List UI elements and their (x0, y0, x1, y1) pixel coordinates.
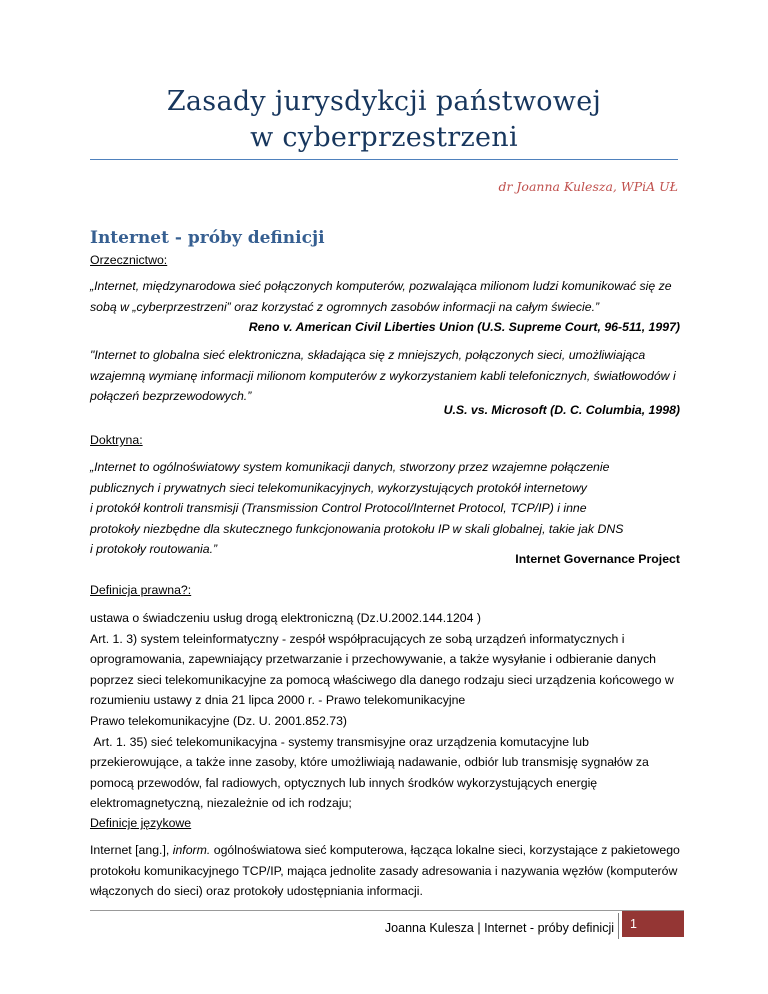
jezykowe-label: Definicje językowe (90, 816, 192, 830)
quote-reno-source: Reno v. American Civil Liberties Union (U.S. Supreme Court, 96-511, 1997) (248, 320, 680, 334)
orzecznictwo-label: Orzecznictwo: (90, 253, 168, 267)
footer-text: Joanna Kulesza | Internet - próby definicji (384, 921, 614, 935)
footer-divider (90, 910, 684, 911)
lang-abbr: inform. (172, 843, 211, 857)
lang-text: ogólnoświatowa sieć komputerowa, łącząca lokalne sieci, korzystające z pakietowego protokołu komunikacyjnego TCP/IP, mająca jednolite zasady adresowania i nazywania węzłów (komputerów włączonych do sieci) oraz protokoły udostępniania informacji. (90, 843, 680, 899)
lang-definition (90, 840, 680, 902)
page-number-badge: 1 (622, 911, 684, 937)
quote-igp (90, 457, 680, 560)
quote-microsoft-source: U.S. vs. Microsoft (D. C. Columbia, 1998) (443, 403, 680, 417)
law-ustawa-title: ustawa o świadczeniu usług drogą elektroniczną (Dz.U.2002.144.1204 ) (90, 611, 481, 625)
quote-igp-line: „Internet to ogólnoświatowy system komunikacji danych, stworzony przez wzajemne połączenie (90, 460, 610, 474)
lang-term: Internet [ang.], (90, 843, 173, 857)
quote-igp-source: Internet Governance Project (515, 552, 680, 566)
section-heading: Internet - próby definicji (90, 228, 325, 248)
law-ustawa (90, 608, 680, 711)
law-prawo-telekom-text: Art. 1. 35) sieć telekomunikacyjna - systemy transmisyjne oraz urządzenia komutacyjne lub przekierowujące, a także inne zasoby, które umożliwiają nadawanie, odbiór lub transmisję sygnałów za pomocą przewodów, fal radiowych, optycznych lub innych środków wykorzystujących energię elektromagnetyczną, niezależnie od ich rodzaju; (90, 734, 653, 811)
document-title (90, 84, 678, 156)
quote-igp-line: publicznych i prywatnych sieci telekomunikacyjnych, wykorzystujących protokół internetowy (90, 480, 587, 495)
title-line-2: w cyberprzestrzeni (250, 122, 518, 153)
quote-reno: „Internet, międzynarodowa sieć połączonych komputerów, pozwalająca milionom ludzi komunikować się ze sobą w „cyberprzestrzeni” oraz korzystać z ogromnych zasobów informacji na całym świecie.” (90, 279, 672, 314)
prawna-label: Definicja prawna?: (90, 583, 192, 597)
quote-igp-line: i protokoły routowania.” (90, 542, 218, 557)
title-line-1: Zasady jurysdykcji państwowej (166, 86, 602, 117)
footer-separator (618, 913, 619, 939)
quote-microsoft: "Internet to globalna sieć elektroniczna, składająca się z mniejszych, połączonych sieci, umożliwiająca wzajemną wymianę informacji milionom komputerów z wykorzystaniem kabli telefonicznych, światłowodów i połączeń bezprzewodowych.” (90, 348, 676, 404)
author-line: dr Joanna Kulesza, WPiA UŁ (498, 179, 678, 194)
law-ustawa-text: Art. 1. 3) system teleinformatyczny - zespół współpracujących ze sobą urządzeń informatycznych i oprogramowania, zapewniający przetwarzanie i przechowywanie, a także wysyłanie i odbieranie danych poprzez sieci telekomunikacyjne za pomocą właściwego dla danego rodzaju sieci urządzenia końcowego w rozumieniu ustawy z dnia 21 lipca 2000 r. - Prawo telekomunikacyjne (90, 631, 674, 708)
title-divider (90, 159, 678, 160)
law-prawo-telekom-title: Prawo telekomunikacyjne (Dz. U. 2001.852.73) (90, 714, 347, 728)
doktryna-label: Doktryna: (90, 433, 143, 447)
quote-igp-line: i protokół kontroli transmisji (Transmission Control Protocol/Internet Protocol, TCP/IP) i inne (90, 501, 587, 516)
quote-igp-line: protokoły niezbędne dla skutecznego funkcjonowania protokołu IP w skali globalnej, takie jak DNS (90, 521, 624, 536)
law-prawo-telekom (90, 711, 680, 814)
